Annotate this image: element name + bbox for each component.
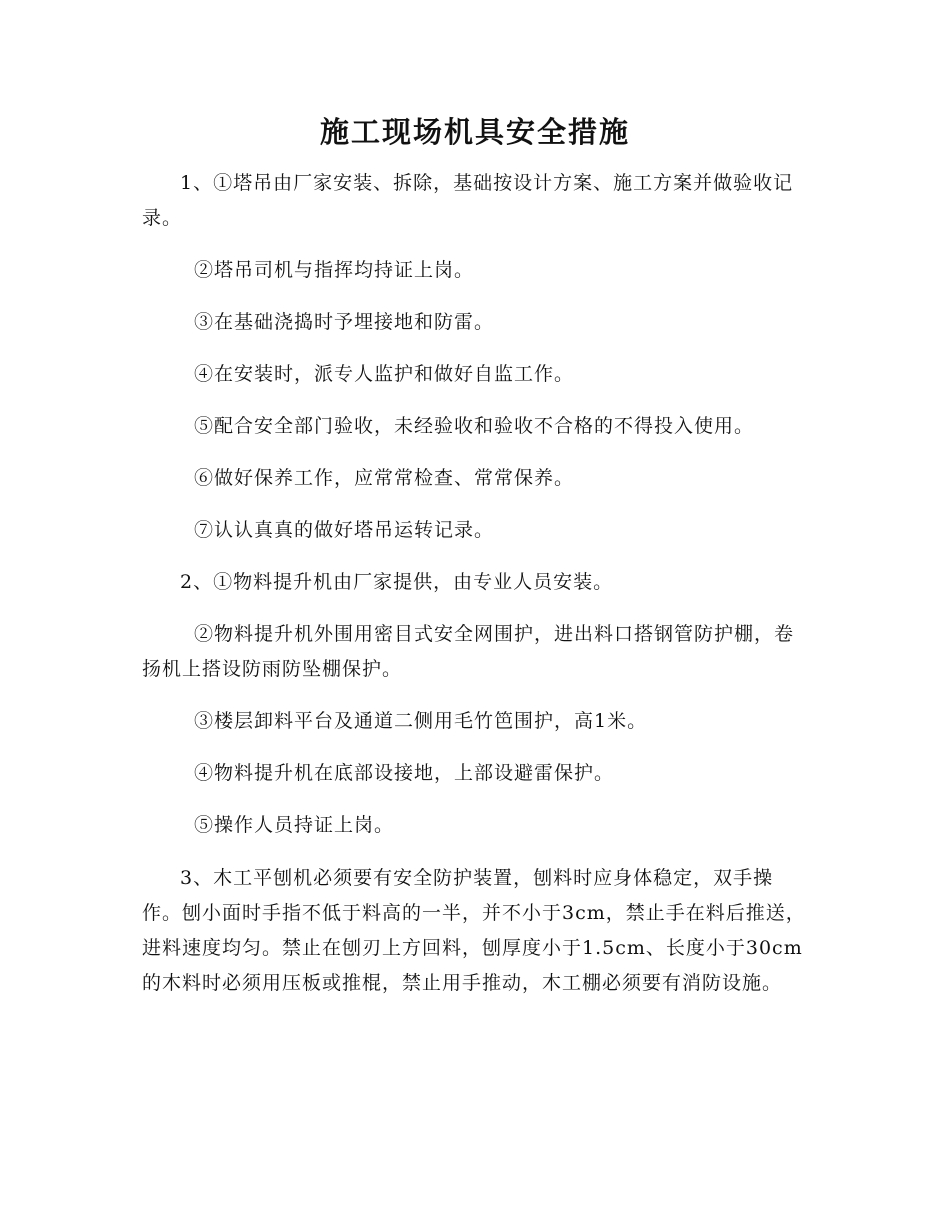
document-body [142, 166, 808, 1001]
paragraph-2-5: ⑤操作人员持证上岗。 [194, 814, 395, 836]
paragraph-1-5: ⑤配合安全部门验收，未经验收和验收不合格的不得投入使用。 [194, 415, 755, 437]
paragraph-2-2: ②物料提升机外围用密目式安全网围护，进出料口搭钢管防护棚，卷扬机上搭设防雨防坠棚保护。 [142, 623, 795, 680]
paragraph-1-3: ③在基础浇捣时予埋接地和防雷。 [194, 311, 495, 333]
paragraph-2: 2、①物料提升机由厂家提供，由专业人员安装。 [180, 571, 614, 593]
paragraph-1: 1、①塔吊由厂家安装、拆除，基础按设计方案、施工方案并做验收记录。 [142, 172, 794, 229]
paragraph-3: 3、木工平刨机必须要有安全防护装置，刨料时应身体稳定，双手操作。刨小面时手指不低于料高的一半，并不小于3cm，禁止手在料后推送，进料速度均匀。禁止在刨刃上方回料，刨厚度小于1.5cm、长度小于30cm的木料时必须用压板或推棍，禁止用手推动，木工棚必须要有消防设施。 [142, 867, 806, 994]
paragraph-1-2: ②塔吊司机与指挥均持证上岗。 [194, 259, 475, 281]
paragraph-2-3: ③楼层卸料平台及通道二侧用毛竹笆围护，高1米。 [194, 710, 648, 732]
paragraph-1-6: ⑥做好保养工作，应常常检查、常常保养。 [194, 467, 575, 489]
paragraph-1-4: ④在安装时，派专人监护和做好自监工作。 [194, 363, 575, 385]
page-title: 施工现场机具安全措施 [319, 115, 630, 149]
paragraph-2-4: ④物料提升机在底部设接地，上部设避雷保护。 [194, 762, 615, 784]
paragraph-1-7: ⑦认认真真的做好塔吊运转记录。 [194, 519, 495, 541]
